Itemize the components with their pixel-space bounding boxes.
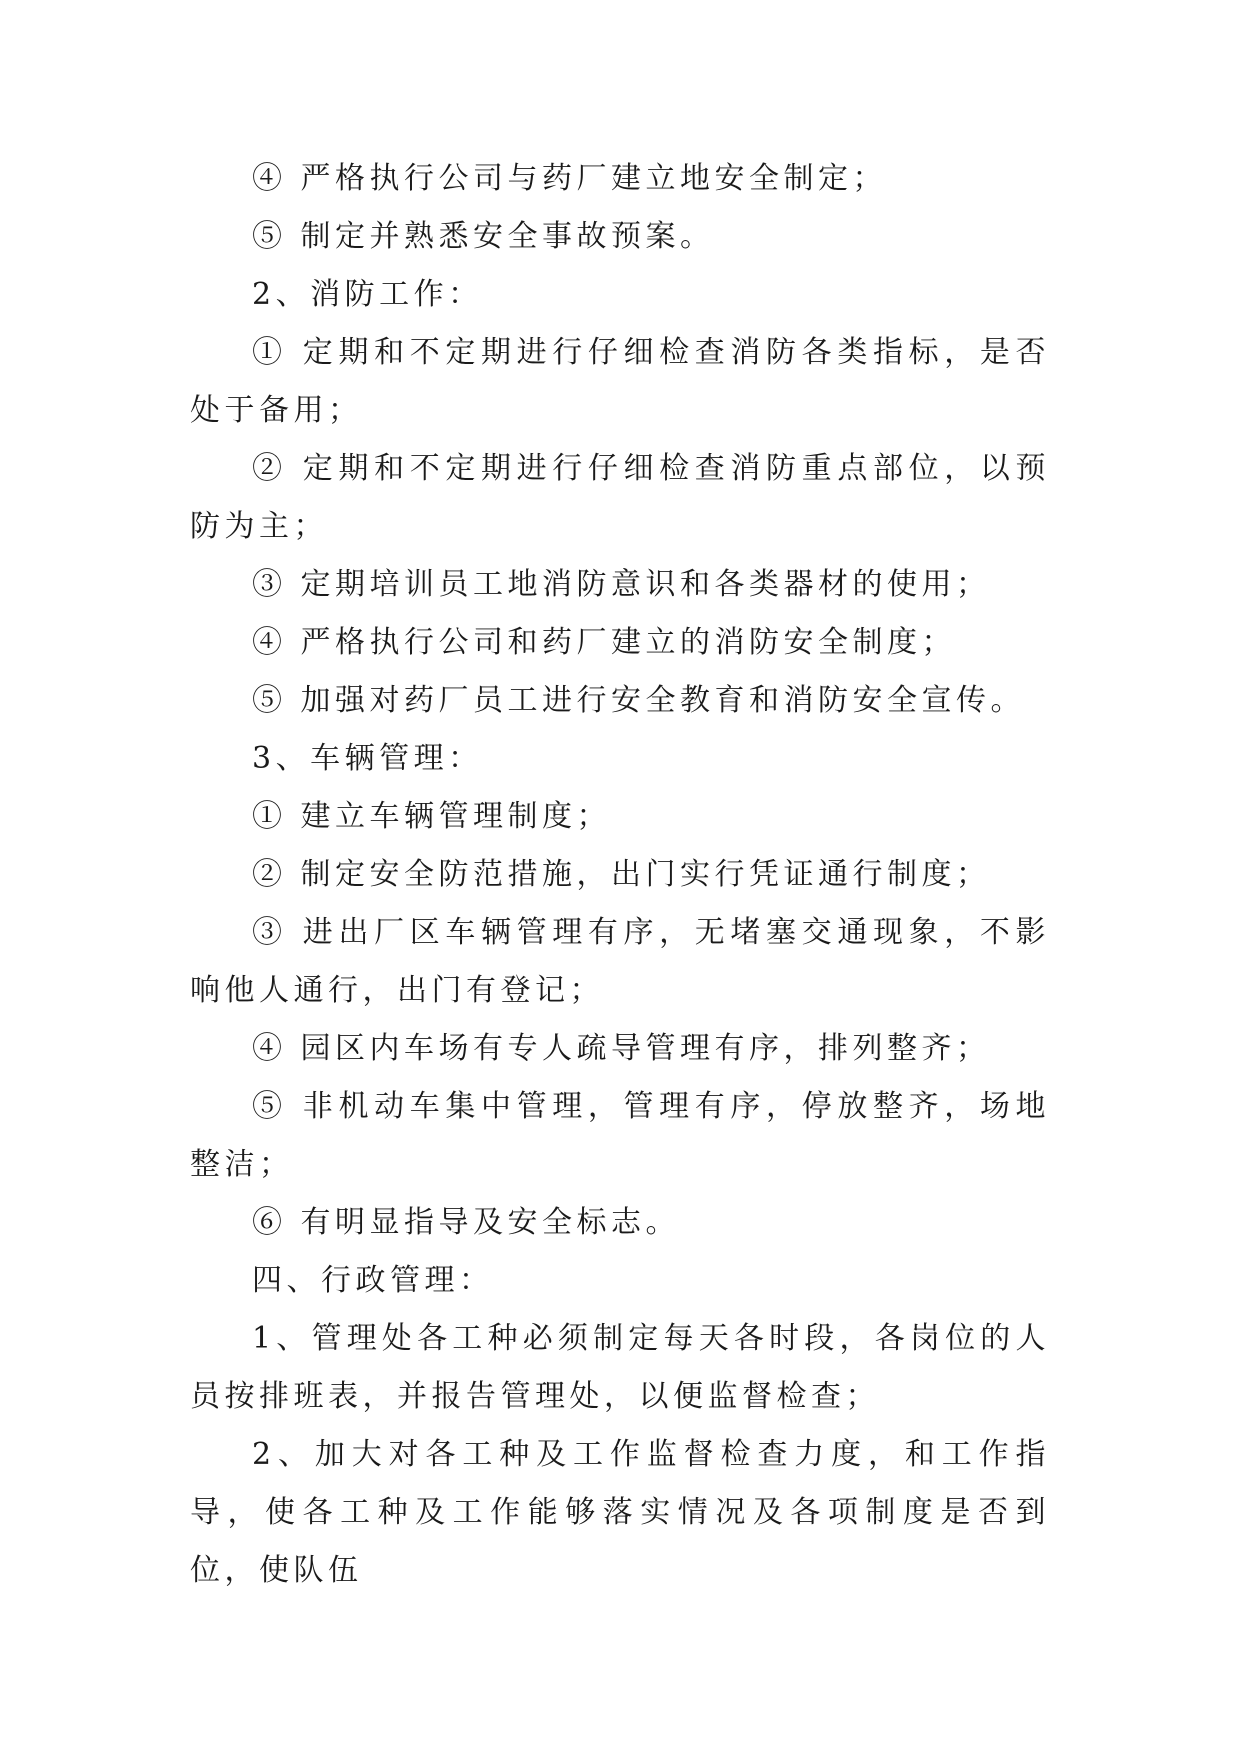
- paragraph: ⑤ 加强对药厂员工进行安全教育和消防安全宣传。: [252, 683, 1026, 718]
- paragraph: 1、管理处各工种必须制定每天各时段，各岗位的人员按排班表，并报告管理处，以便监督检查；: [190, 1321, 1050, 1414]
- paragraph: ③ 定期培训员工地消防意识和各类器材的使用；: [252, 567, 991, 602]
- paragraph: ① 定期和不定期进行仔细检查消防各类指标，是否处于备用；: [190, 335, 1050, 428]
- paragraph: 2、加大对各工种及工作监督检查力度，和工作指导，使各工种及工作能够落实情况及各项制度是否到位，使队伍: [190, 1437, 1050, 1588]
- section-heading: 四、行政管理：: [252, 1263, 494, 1298]
- paragraph: ⑤ 非机动车集中管理，管理有序，停放整齐，场地整洁；: [190, 1089, 1050, 1182]
- paragraph: ② 制定安全防范措施，出门实行凭证通行制度；: [252, 857, 991, 892]
- paragraph: ② 定期和不定期进行仔细检查消防重点部位，以预防为主；: [190, 451, 1050, 544]
- paragraph: ⑥ 有明显指导及安全标志。: [252, 1205, 681, 1240]
- section-heading: 2、消防工作：: [252, 277, 483, 312]
- paragraph: ④ 严格执行公司和药厂建立的消防安全制度；: [252, 625, 957, 660]
- paragraph: ④ 园区内车场有专人疏导管理有序，排列整齐；: [252, 1031, 991, 1066]
- document-body: [190, 150, 1050, 1600]
- section-heading: 3、车辆管理：: [252, 741, 483, 776]
- paragraph: ④ 严格执行公司与药厂建立地安全制定；: [252, 161, 888, 196]
- paragraph: ① 建立车辆管理制度；: [252, 799, 612, 834]
- paragraph: ③ 进出厂区车辆管理有序，无堵塞交通现象，不影响他人通行，出门有登记；: [190, 915, 1050, 1008]
- paragraph: ⑤ 制定并熟悉安全事故预案。: [252, 219, 715, 254]
